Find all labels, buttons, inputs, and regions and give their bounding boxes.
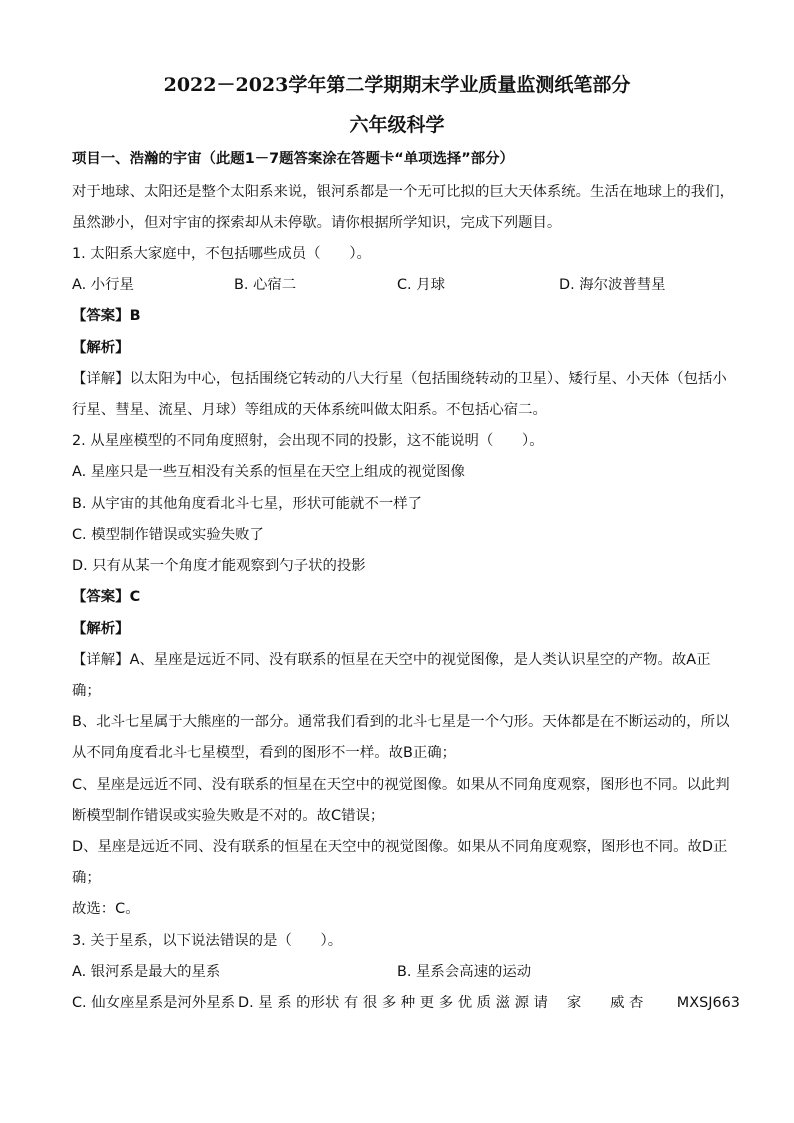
page-title: 2022－2023学年第二学期期末学业质量监测纸笔部分	[163, 74, 631, 96]
question-3-option-c: C. 仙女座星系是河外星系	[72, 995, 236, 1011]
question-3-option-d: D. 星 系 的形状 有 很 多 种 更 多 优 质 滋 源 请 家 威 杏 MXSJ663	[238, 995, 740, 1011]
question-2-detail-line: 确；	[72, 683, 101, 699]
question-2-detail-line: 故选：C。	[72, 901, 140, 917]
question-2-detail-line: 从不同角度看北斗七星模型，看到的图形不一样。故B正确；	[72, 745, 457, 761]
question-2-analysis-label: 【解析】	[72, 621, 130, 637]
question-1-option-d: D. 海尔波普彗星	[559, 277, 666, 293]
intro-line-2: 虽然渺小，但对宇宙的探索却从未停歇。请你根据所学知识，完成下列题目。	[72, 215, 562, 231]
question-1-answer: 【答案】B	[72, 308, 141, 324]
question-3-option-a: A. 银河系是最大的星系	[72, 964, 221, 980]
question-3-stem: 3. 关于星系，以下说法错误的是（ ）。	[72, 933, 343, 949]
question-1-option-c: C. 月球	[397, 277, 445, 293]
question-1-analysis-label: 【解析】	[72, 340, 130, 356]
question-1-option-a: A. 小行星	[72, 277, 134, 293]
question-3-option-b: B. 星系会高速的运动	[397, 964, 532, 980]
intro-line-1: 对于地球、太阳还是整个太阳系来说，银河系都是一个无可比拟的巨大天体系统。生活在地球上的我们，	[72, 184, 734, 200]
question-2-detail-line: C、星座是远近不同、没有联系的恒星在天空中的视觉图像。如果从不同角度观察，图形也不同。以此判	[72, 777, 730, 793]
question-1-detail-line: 【详解】以太阳为中心，包括围绕它转动的八大行星（包括围绕转动的卫星）、矮行星、小天体（包括小	[72, 371, 727, 387]
question-2-detail-line: 断模型制作错误或实验失败是不对的。故C错误；	[72, 808, 385, 824]
question-2-option-c: C. 模型制作错误或实验失败了	[72, 527, 264, 543]
section-heading: 项目一、浩瀚的宇宙（此题1－7题答案涂在答题卡“单项选择”部分）	[72, 151, 514, 167]
question-2-option-b: B. 从宇宙的其他角度看北斗七星，形状可能就不一样了	[72, 496, 423, 512]
question-2-detail-line: B、北斗七星属于大熊座的一部分。通常我们看到的北斗七星是一个勺形。天体都是在不断运动的，所以	[72, 714, 730, 730]
question-2-option-a: A. 星座只是一些互相没有关系的恒星在天空上组成的视觉图像	[72, 464, 465, 480]
question-1-option-b: B. 心宿二	[234, 277, 297, 293]
question-1-detail-line: 行星、彗星、流星、月球）等组成的天体系统叫做太阳系。不包括心宿二。	[72, 402, 547, 418]
page-subtitle: 六年级科学	[349, 114, 445, 136]
question-2-detail-line: 【详解】A、星座是远近不同、没有联系的恒星在天空中的视觉图像，是人类认识星空的产物。故A正	[72, 652, 711, 668]
question-2-answer: 【答案】C	[72, 589, 141, 605]
question-2-detail-line: 确；	[72, 870, 101, 886]
question-2-detail-line: D、星座是远近不同、没有联系的恒星在天空中的视觉图像。如果从不同角度观察，图形也不同。故D正	[72, 839, 728, 855]
question-2-option-d: D. 只有从某一个角度才能观察到勺子状的投影	[72, 558, 366, 574]
question-1-stem: 1. 太阳系大家庭中，不包括哪些成员（ ）。	[72, 246, 371, 262]
question-2-stem: 2. 从星座模型的不同角度照射，会出现不同的投影，这不能说明（ ）。	[72, 433, 544, 449]
